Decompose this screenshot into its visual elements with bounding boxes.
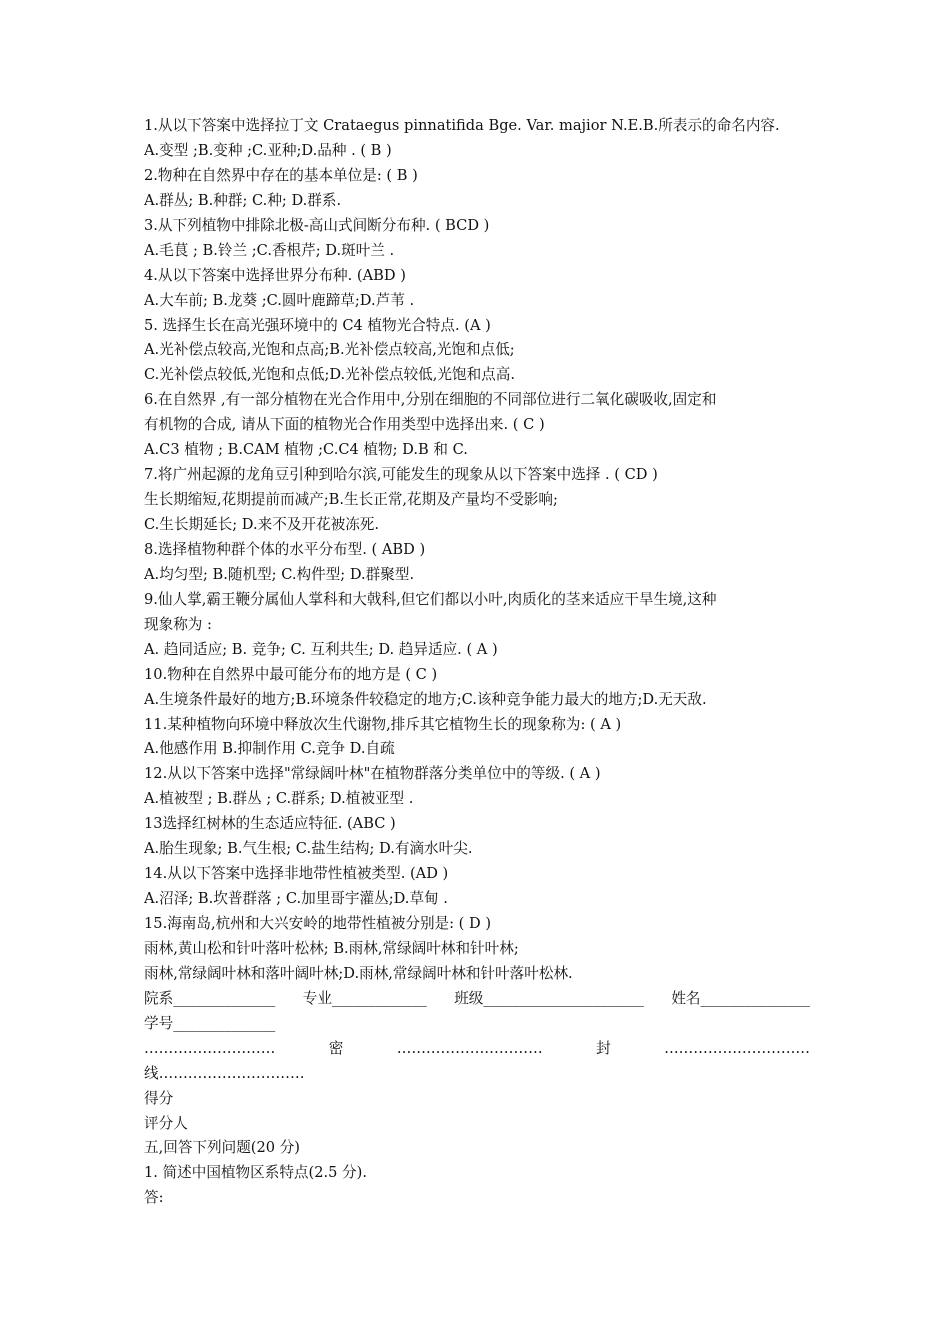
options-11: A.他感作用 B.抑制作用 C.竞争 D.自疏 <box>144 740 395 758</box>
question-6-cont: 有机物的合成, 请从下面的植物光合作用类型中选择出来. ( C ) <box>144 416 545 434</box>
department-field[interactable]: 院系______________ <box>144 989 276 1007</box>
question-6: 6.在自然界 ,有一部分植物在光合作用中,分别在细胞的不同部位进行二氧化碳吸收,固定和 <box>144 391 717 409</box>
question-9-cont: 现象称为 : <box>144 615 212 633</box>
options-12: A.植被型 ; B.群丛 ; C.群系; D.植被亚型 . <box>144 790 414 808</box>
student-id-field[interactable]: 学号______________ <box>144 1014 276 1032</box>
options-13: A.胎生现象; B.气生根; C.盐生结构; D.有滴水叶尖. <box>144 840 473 858</box>
seal-dots-1: ……………………… <box>144 1039 276 1057</box>
exam-document <box>144 114 810 1211</box>
question-9: 9.仙人掌,霸王鞭分属仙人掌科和大戟科,但它们都以小叶,肉质化的茎来适应干旱生境,这种 <box>144 590 717 608</box>
question-15: 15.海南岛,杭州和大兴安岭的地带性植被分别是: ( D ) <box>144 915 492 932</box>
options-7a: 生长期缩短,花期提前而减产;B.生长正常,花期及产量均不受影响; <box>144 491 558 509</box>
student-info-row <box>144 987 810 1012</box>
question-11: 11.某种植物向环境中释放次生代谢物,排斥其它植物生长的现象称为: ( A ) <box>144 715 622 733</box>
score-label: 得分 <box>144 1089 174 1107</box>
class-field[interactable]: 班级______________________ <box>454 989 644 1007</box>
options-15b: 雨林,常绿阔叶林和落叶阔叶林;D.雨林,常绿阔叶林和针叶落叶松林. <box>144 964 573 982</box>
question-4: 4.从以下答案中选择世界分布种. (ABD ) <box>144 266 406 284</box>
options-15a: 雨林,黄山松和针叶落叶松林; B.雨林,常绿阔叶林和针叶林; <box>144 939 519 957</box>
question-1: 1.从以下答案中选择拉丁文 Crataegus pinnatifida Bge. Var. majior N.E.B.所表示的命名内容. <box>144 117 780 134</box>
question-3: 3.从下列植物中排除北极-高山式间断分布种. ( BCD ) <box>144 216 490 234</box>
question-14: 14.从以下答案中选择非地带性植被类型. (AD ) <box>144 865 449 883</box>
section-heading: 五,回答下列问题(20 分) <box>144 1139 300 1157</box>
seal-line-end: 线………………………… <box>144 1064 305 1082</box>
options-9: A. 趋同适应; B. 竞争; C. 互利共生; D. 趋异适应. ( A ) <box>144 640 498 658</box>
options-2: A.群丛; B.种群; C.种; D.群系. <box>144 191 342 209</box>
options-3: A.毛茛 ; B.铃兰 ;C.香根芹; D.斑叶兰 . <box>144 241 395 259</box>
question-7: 7.将广州起源的龙角豆引种到哈尔滨,可能发生的现象从以下答案中选择 . ( CD ) <box>144 466 658 484</box>
options-10: A.生境条件最好的地方;B.环境条件较稳定的地方;C.该种竞争能力最大的地方;D.无天敌. <box>144 690 707 708</box>
options-7b: C.生长期延长; D.来不及开花被冻死. <box>144 516 380 533</box>
seal-line <box>144 1037 810 1062</box>
seal-char-mi: 密 <box>328 1039 344 1057</box>
question-12: 12.从以下答案中选择"常绿阔叶林"在植物群落分类单位中的等级. ( A ) <box>144 765 601 783</box>
options-1: A.变型 ;B.变种 ;C.亚种;D.品种 . ( B ) <box>144 141 392 159</box>
question-5: 5. 选择生长在高光强环境中的 C4 植物光合特点. (A ) <box>144 316 491 334</box>
question-2: 2.物种在自然界中存在的基本单位是: ( B ) <box>144 166 418 184</box>
options-5a: A.光补偿点较高,光饱和点高;B.光补偿点较高,光饱和点低; <box>144 341 515 359</box>
options-8: A.均匀型; B.随机型; C.构件型; D.群聚型. <box>144 565 415 583</box>
answer-label: 答: <box>144 1189 164 1207</box>
major-field[interactable]: 专业_____________ <box>302 989 427 1007</box>
question-10: 10.物种在自然界中最可能分布的地方是 ( C ) <box>144 665 438 683</box>
name-field[interactable]: 姓名_______________ <box>671 989 810 1007</box>
options-6: A.C3 植物 ; B.CAM 植物 ;C.C4 植物; D.B 和 C. <box>144 441 468 459</box>
grader-label: 评分人 <box>144 1114 188 1132</box>
question-8: 8.选择植物种群个体的水平分布型. ( ABD ) <box>144 540 426 558</box>
options-14: A.沼泽; B.坎普群落 ; C.加里哥宇灌丛;D.草甸 . <box>144 890 448 908</box>
seal-char-feng: 封 <box>596 1039 611 1057</box>
options-5b: C.光补偿点较低,光饱和点低;D.光补偿点较低,光饱和点高. <box>144 366 516 384</box>
seal-dots-3: ………………………… <box>664 1039 810 1057</box>
essay-question-1: 1. 简述中国植物区系特点(2.5 分). <box>144 1164 367 1182</box>
question-13: 13选择红树林的生态适应特征. (ABC ) <box>144 815 396 833</box>
options-4: A.大车前; B.龙葵 ;C.圆叶鹿蹄草;D.芦苇 . <box>144 291 415 309</box>
seal-dots-2: ………………………… <box>396 1039 543 1057</box>
